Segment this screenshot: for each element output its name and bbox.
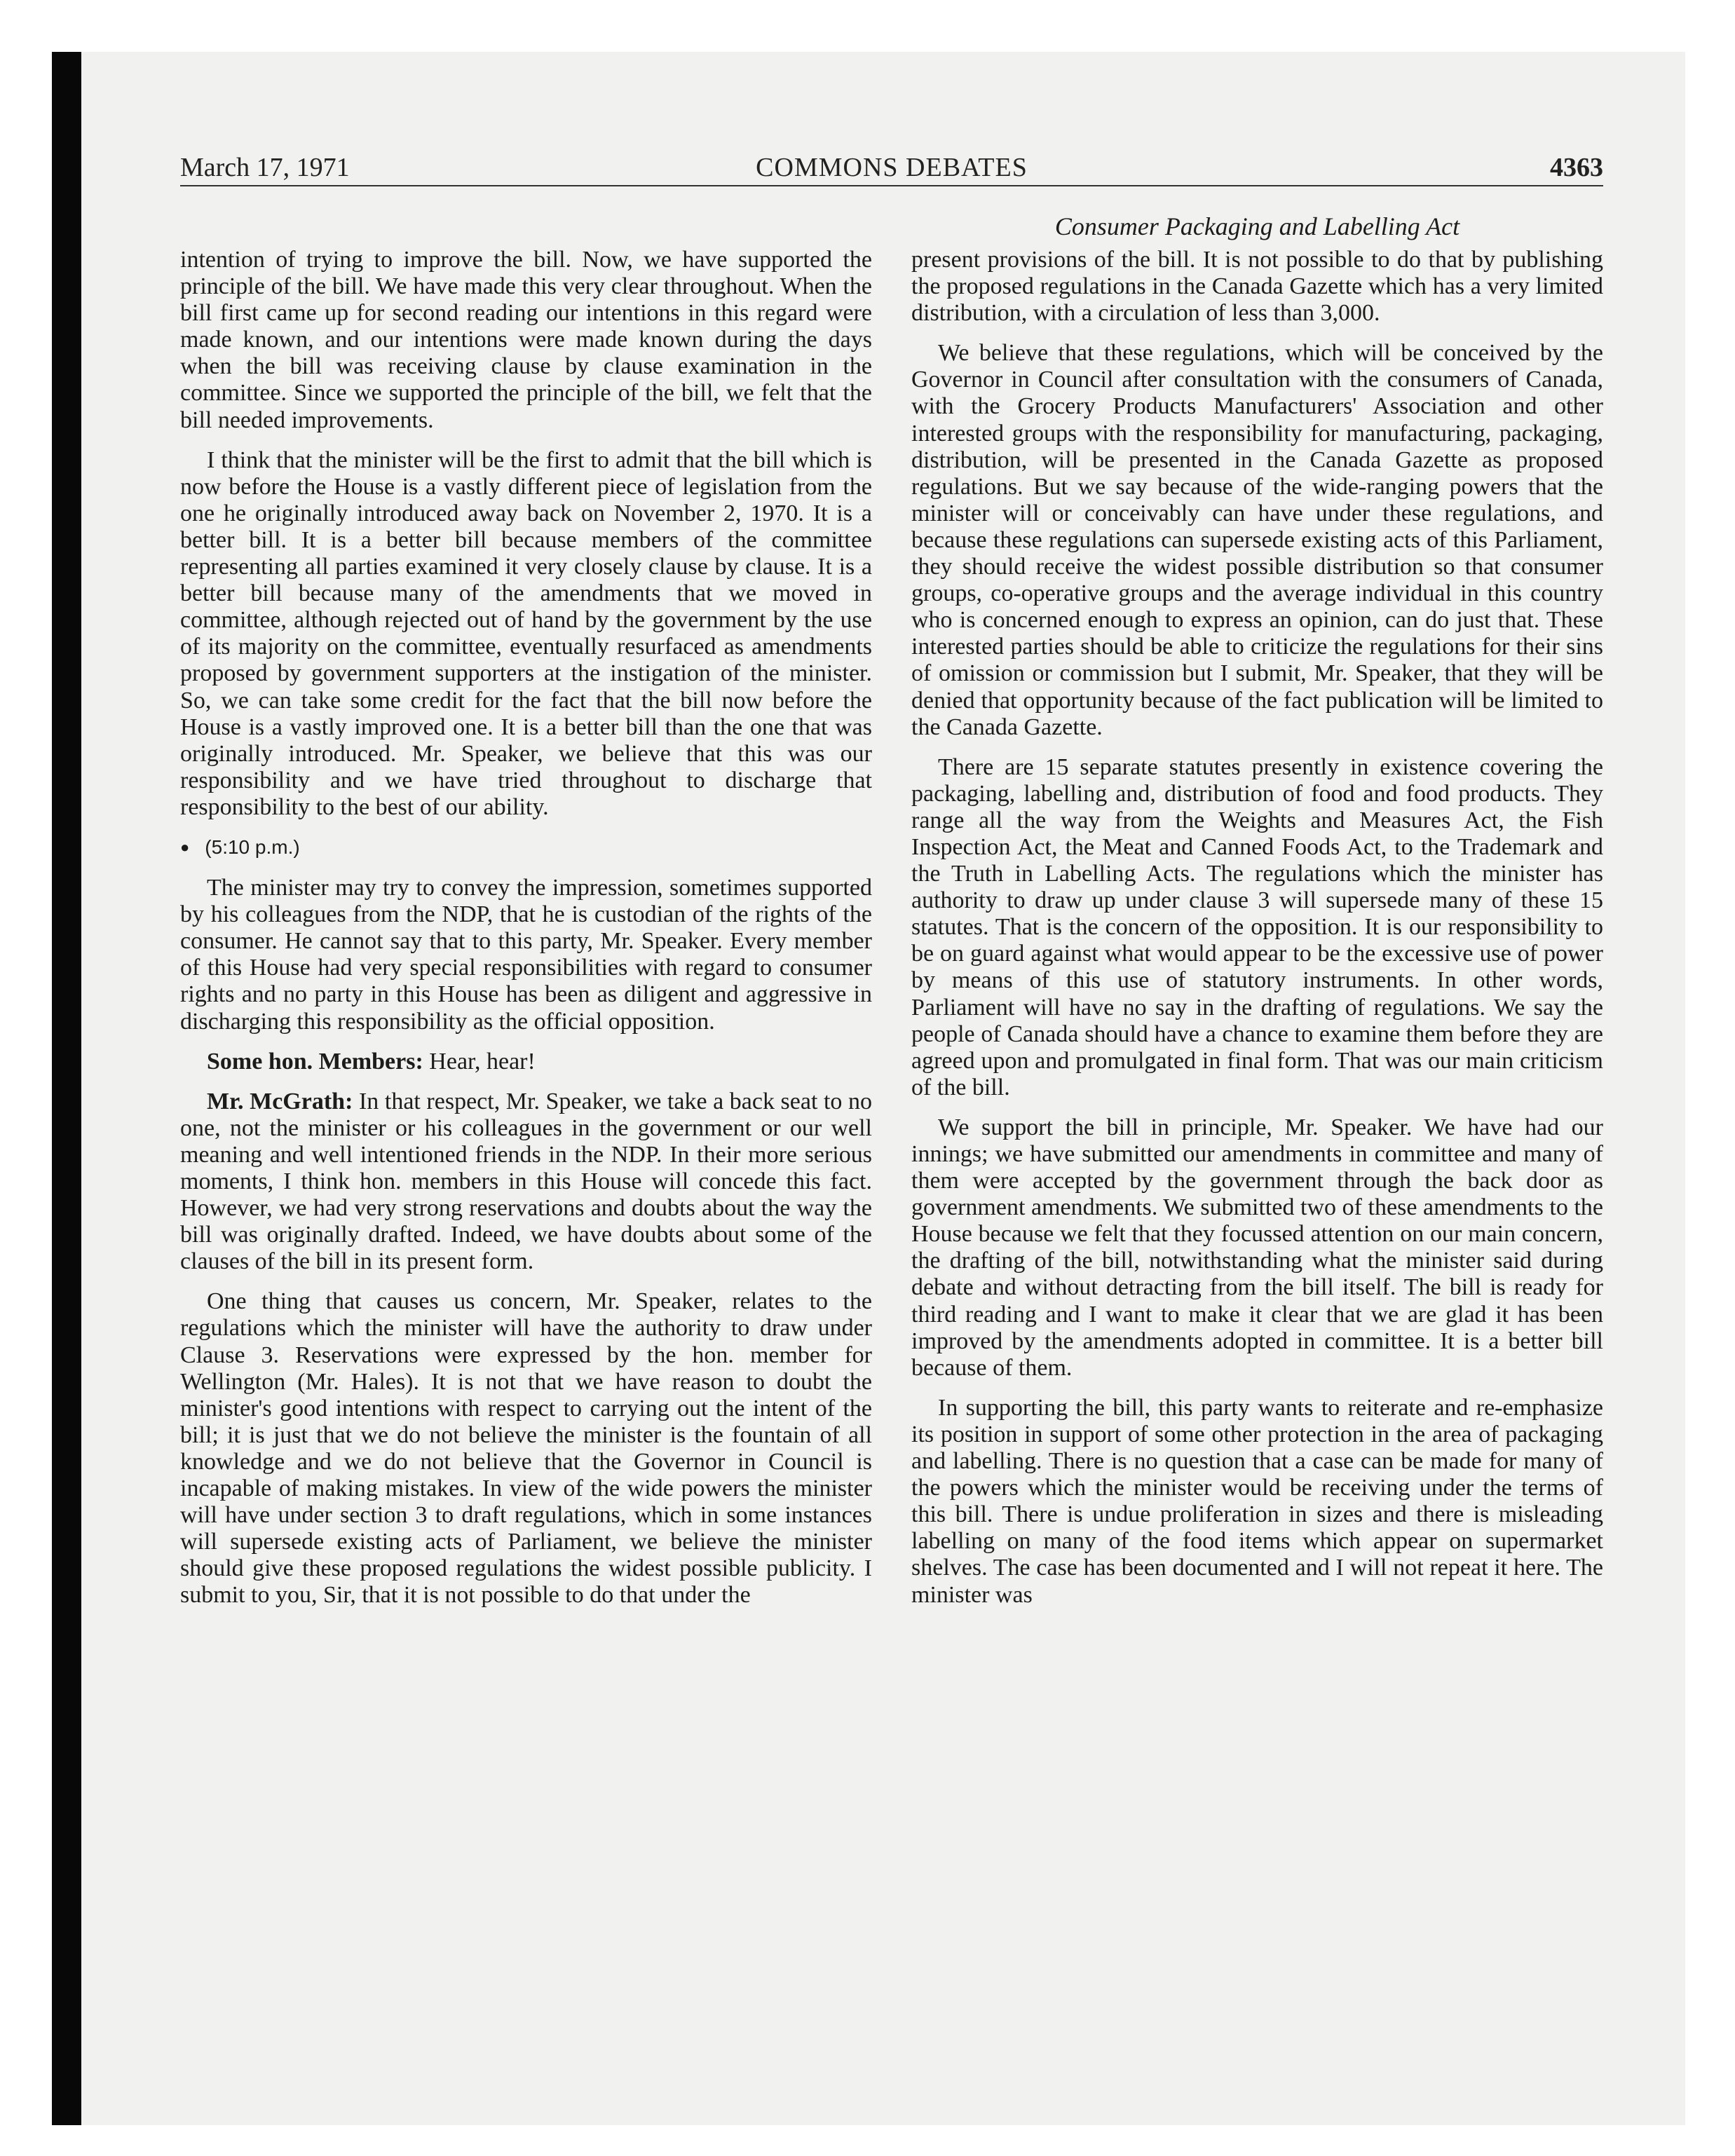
- time-marker: [180, 834, 872, 861]
- paragraph: I think that the minister will be the first to admit that the bill which is now before the House is a vastly different piece of legislation from the one he originally introduced away back on November 2, 1970. It is a better bill. It is a better bill because members of the committee representing all parties examined it very closely clause by clause. It is a better bill because many of the amendments that we moved in committee, although rejected out of hand by the government by the use of its majority on the committee, eventually resurfaced as amendments proposed by government supporters at the instigation of the minister. So, we can take some credit for the fact that the bill now before the House is a vastly improved one. It is a better bill than the one that was originally introduced. Mr. Speaker, we believe that this was our responsibility and we have tried throughout to discharge that responsibility to the best of our ability.: [180, 446, 872, 820]
- column-heading: Consumer Packaging and Labelling Act: [1054, 212, 1460, 240]
- speech-paragraph: [180, 1049, 872, 1075]
- paragraph: intention of trying to improve the bill. Now, we have supported the principle of the bill. We have made this very clear throughout. When the bill first came up for second reading our intentions in this regard were made known, and our intentions were made known during the days when the bill was receiving clause by clause examination in the committee. Since we supported the principle of the bill, we felt that the bill needed improvements.: [180, 247, 872, 433]
- speech-text: Hear, hear!: [429, 1048, 536, 1074]
- header-date: March 17, 1971: [180, 153, 350, 182]
- paragraph: present provisions of the bill. It is not possible to do that by publishing the proposed regulations in the Canada Gazette which has a very limited distribution, with a circulation of less than 3,000.: [911, 247, 1603, 327]
- page-header: [180, 149, 1603, 186]
- time-marker-text: (5:10 p.m.): [205, 835, 300, 858]
- speech-paragraph: [180, 1089, 872, 1276]
- header-publication: COMMONS DEBATES: [756, 153, 1028, 182]
- header-page-number: 4363: [1550, 153, 1603, 182]
- speaker-name: Some hon. Members:: [207, 1048, 423, 1074]
- paragraph: One thing that causes us concern, Mr. Speaker, relates to the regulations which the minister will have the authority to draw under Clause 3. Reservations were expressed by the hon. member for Wellington (Mr. Hales). It is not that we have reason to doubt the minister's good intentions with respect to carrying out the intent of the bill; it is just that we do not believe the minister is the fountain of all knowledge and we do not believe that the Governor in Council is incapable of making mistakes. In view of the wide powers the minister will have under section 3 to draft regulations, which in some instances will supersede existing acts of Parliament, we believe the minister should give these proposed regulations the widest possible publicity. I submit to you, Sir, that it is not possible to do that under the: [180, 1288, 872, 1609]
- paragraph: There are 15 separate statutes presently in existence covering the packaging, labelling and, distribution of food and food products. They range all the way from the Weights and Measures Act, the Fish Inspection Act, the Meat and Canned Foods Act, to the Trademark and the Truth in Labelling Acts. The regulations which the minister has authority to draw up under clause 3 will supersede many of these 15 statutes. That is the concern of the opposition. It is our responsibility to be on guard against what would appear to be the excessive use of power by means of this use of statutory instruments. In other words, Parliament will have no say in the drafting of regulations. We say the people of Canada should have a chance to examine them before they are agreed upon and promulgated in final form. That was our main criticism of the bill.: [911, 753, 1603, 1100]
- paragraph: The minister may try to convey the impression, sometimes supported by his colleagues from the NDP, that he is custodian of the rights of the consumer. He cannot say that to this party, Mr. Speaker. Every member of this House had very special responsibilities with regard to consumer rights and no party in this House has been as diligent and aggressive in discharging this responsibility as the official opposition.: [180, 875, 872, 1035]
- speech-text: In that respect, Mr. Speaker, we take a back seat to no one, not the minister or his colleagues in the government or our well meaning and well intentioned friends in the NDP. In their more serious moments, I think hon. members in this House will concede this fact. However, we had very strong reservations and doubts about the way the bill was originally drafted. Indeed, we have doubts about some of the clauses of the bill in its present form.: [180, 1088, 873, 1275]
- speaker-name: Mr. McGrath:: [207, 1088, 353, 1114]
- bullet-icon: ●: [180, 838, 190, 856]
- paragraph: We believe that these regulations, which will be conceived by the Governor in Council after consultation with the consumers of Canada, with the Grocery Products Manufacturers' Association and other interested groups with the responsibility for manufacturing, packaging, distribution, will be presented in the Canada Gazette as proposed regulations. But we say because of the wide-ranging powers that the minister will or conceivably can have under these regulations, and because these regulations can supersede existing acts of this Parliament, they should receive the widest possible distribution so that consumer groups, co-operative groups and the average individual in this country who is concerned enough to express an opinion, can do just that. These interested parties should be able to criticize the regulations for their sins of omission or commission but I submit, Mr. Speaker, that they will be denied that opportunity because of the fact publication will be limited to the Canada Gazette.: [911, 340, 1603, 740]
- left-column: [180, 247, 872, 1623]
- paragraph: In supporting the bill, this party wants to reiterate and re-emphasize its position in support of some other protection in the area of packaging and labelling. There is no question that a case can be made for many of the powers which the minister would be receiving under the terms of this bill. There is undue proliferation in sizes and there is misleading labelling on many of the food items which appear on supermarket shelves. The case has been documented and I will not repeat it here. The minister was: [911, 1394, 1603, 1608]
- binding-edge: [52, 52, 81, 2125]
- header-rule: [180, 185, 1603, 186]
- paragraph: We support the bill in principle, Mr. Speaker. We have had our innings; we have submitted our amendments in committee and many of them were accepted by the government through the back door as government amendments. We submitted two of these amendments to the House because we felt that they focussed attention on our main concern, the drafting of the bill, notwithstanding what the minister said during debate and without detracting from the bill itself. The bill is ready for third reading and I want to make it clear that we are glad it has been improved by the amendments adopted in committee. It is a better bill because of them.: [911, 1114, 1603, 1381]
- right-column: [911, 247, 1603, 1622]
